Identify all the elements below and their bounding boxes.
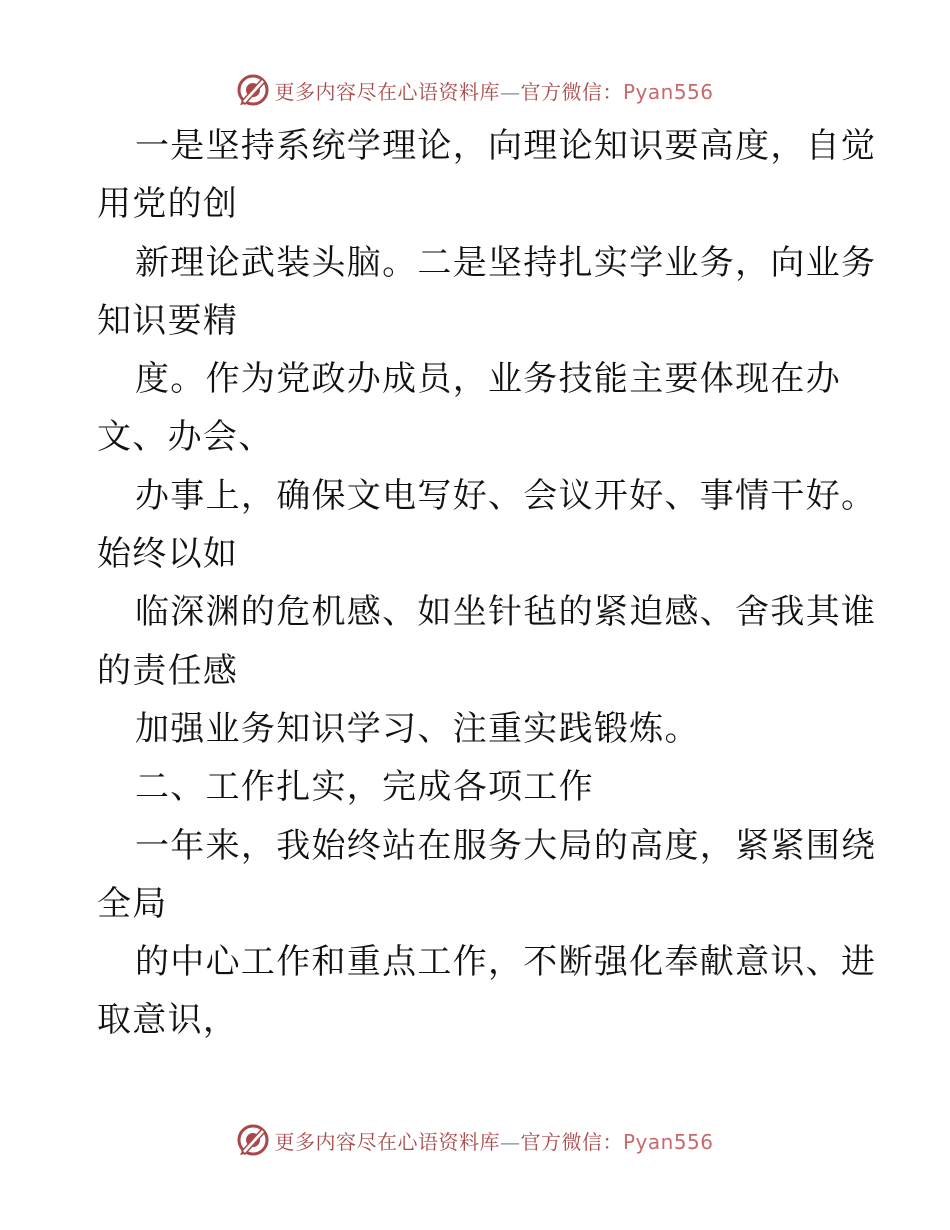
banner-main-text: 更多内容尽在心语资料库	[274, 1129, 500, 1154]
text-line: 文、办会、	[97, 417, 274, 458]
text-line: 的中心工作和重点工作，不断强化奉献意识、进	[135, 942, 877, 983]
text-line: 的责任感	[97, 650, 239, 691]
banner-main-text: 更多内容尽在心语资料库	[274, 79, 500, 104]
text-line: 临深渊的危机感、如坐针毡的紧迫感、舍我其谁	[135, 592, 877, 633]
banner-wechat-id: Pyan556	[622, 79, 714, 104]
text-line: 用党的创	[97, 184, 239, 225]
banner-sub-text: 官方微信：	[520, 79, 623, 104]
red-pen-circle-icon	[236, 1123, 270, 1157]
text-line: 知识要精	[97, 300, 239, 341]
text-line: 办事上，确保文电写好、会议开好、事情干好。	[135, 475, 877, 516]
text-line: 全局	[97, 883, 168, 924]
document-body	[97, 117, 877, 1050]
header-banner	[0, 68, 950, 112]
banner-label	[274, 76, 713, 105]
text-line: 度。作为党政办成员，业务技能主要体现在办	[135, 359, 841, 400]
text-line: 始终以如	[97, 534, 239, 575]
red-pen-circle-icon	[236, 73, 270, 107]
text-line: 一是坚持系统学理论，向理论知识要高度，自觉	[135, 126, 877, 166]
banner-separator: —	[499, 1129, 521, 1154]
banner-sub-text: 官方微信：	[520, 1129, 623, 1154]
text-line: 加强业务知识学习、注重实践锻炼。	[135, 708, 700, 749]
text-line: 一年来，我始终站在服务大局的高度，紧紧围绕	[135, 825, 877, 866]
text-line: 新理论武装头脑。二是坚持扎实学业务，向业务	[135, 242, 877, 283]
banner-label	[274, 1126, 713, 1155]
text-line: 二、工作扎实，完成各项工作	[135, 767, 594, 808]
footer-banner	[0, 1118, 950, 1162]
banner-wechat-id: Pyan556	[622, 1129, 714, 1154]
banner-separator: —	[499, 79, 521, 104]
text-line: 取意识，	[97, 1000, 239, 1041]
